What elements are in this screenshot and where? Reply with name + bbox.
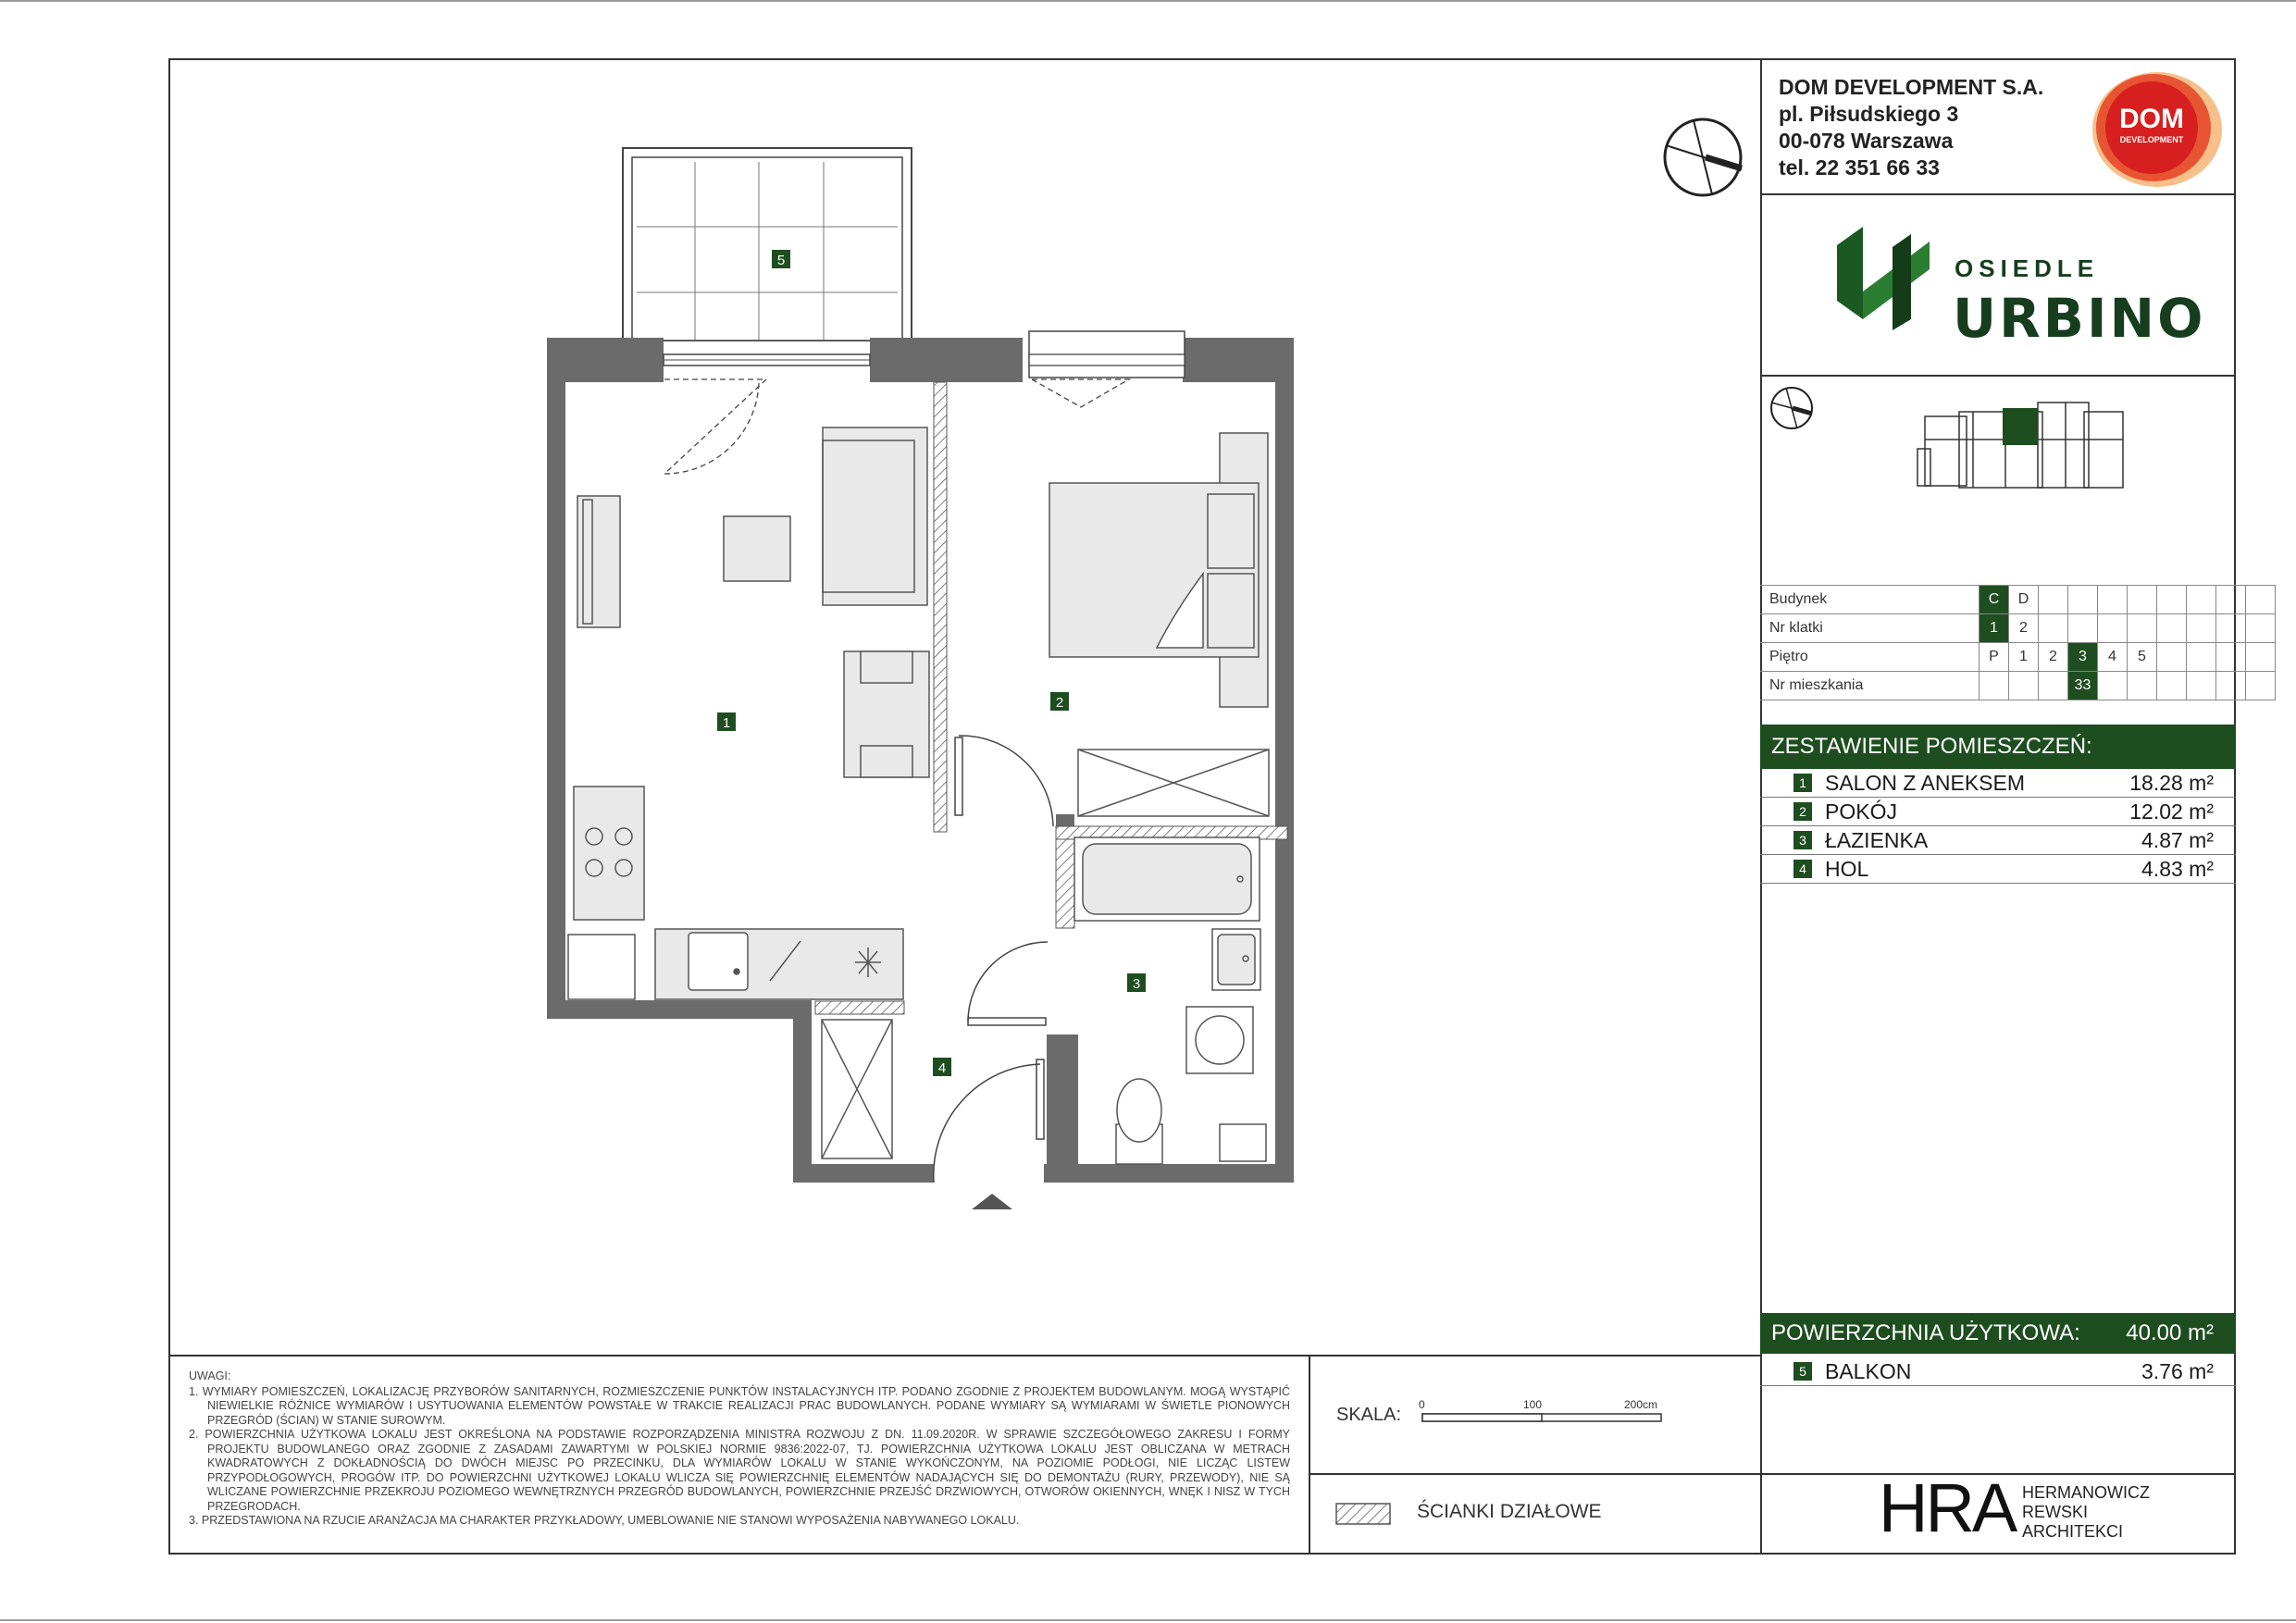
architect-line3: ARCHITEKCI (2022, 1522, 2124, 1541)
scale-tick-100: 100 (1523, 1398, 1543, 1411)
location-cell (2157, 586, 2187, 614)
label-room-2: 2 (1055, 695, 1064, 711)
partition-legend-label: ŚCIANKI DZIAŁOWE (1417, 1501, 1602, 1522)
location-row-label: Nr mieszkania (1760, 672, 1980, 700)
location-cell (2216, 643, 2246, 672)
location-cell (2068, 586, 2098, 614)
location-cell (2216, 586, 2246, 614)
location-cell (2098, 672, 2128, 700)
divider (168, 1355, 1762, 1357)
key-plan (1760, 375, 2236, 556)
room-num: 2 (1793, 802, 1812, 821)
room-num: 3 (1793, 831, 1812, 849)
living-furniture (568, 427, 929, 999)
room-row (1760, 855, 2236, 884)
room-name: ŁAZIENKA (1825, 828, 1929, 852)
room-row (1760, 798, 2236, 826)
location-row-label: Budynek (1760, 586, 1980, 614)
room-area: 18.28 m² (2129, 771, 2214, 795)
total-label: POWIERZCHNIA UŻYTKOWA: (1771, 1320, 2080, 1345)
project-word: OSIEDLE (1955, 254, 2100, 282)
architect-name (2022, 1483, 2150, 1542)
urbino-logo-icon (1837, 227, 1930, 342)
location-cell: 3 (2068, 643, 2098, 672)
north-arrow-icon (1665, 119, 1742, 195)
location-cell (2187, 672, 2216, 700)
room-row (1760, 826, 2236, 855)
rooms-title: ZESTAWIENIE POMIESZCZEŃ: (1760, 725, 2236, 769)
location-cell (2157, 672, 2187, 700)
location-cell (2187, 586, 2216, 614)
north-arrow-small-icon (1771, 388, 1812, 428)
company-name: DOM DEVELOPMENT S.A. (1779, 75, 2044, 99)
svg-text:DEVELOPMENT: DEVELOPMENT (2119, 135, 2184, 144)
window-bedroom (1029, 331, 1185, 407)
room-name: POKÓJ (1825, 799, 1897, 824)
room-num: 1 (1793, 774, 1812, 792)
balcony-name: BALKON (1825, 1359, 1912, 1383)
location-cell: C (1980, 586, 2009, 614)
total-value: 40.00 m² (2126, 1320, 2214, 1345)
location-cell (2216, 672, 2246, 700)
room-num: 4 (1793, 860, 1812, 878)
divider (1760, 193, 2236, 195)
label-room-3: 3 (1132, 976, 1141, 992)
location-row (1760, 614, 2276, 643)
balcony-row (1760, 1357, 2236, 1386)
scale-tick-0: 0 (1419, 1398, 1425, 1411)
location-cell (2098, 614, 2128, 643)
note-2: 2. POWIERZCHNIA UŻYTKOWA LOKALU JEST OKREŚLONA NA PODSTAWIE ROZPORZĄDZENIA MINISTRA ROZWOJU Z DN. 11.09.2020R. W SPRAWIE SZCZEGÓŁOWEGO ZAKRESU I FORMY PROJEKTU BUDOWLANEGO ORAZ ZGODNIE Z ZASADAMI ZAWARTYMI W POLSKIEJ NORMIE 9836:2022-07, TJ. POWIERZCHNIA UŻYTKOWA LOKALU JEST OBLICZANA W METRACH KWADRATOWYCH Z DOKŁADNOŚCIĄ DO DWÓCH MIEJSC PO PRZECINKU, DLA WYMIARÓW LOKALU W STANIE WYKOŃCZONYM, NA POZIOMIE PODŁOGI, NIE LICZĄC LISTEW PRZYPODŁOGOWYCH, PROGÓW ITP. DO POWIERZCHNI UŻYTKOWEJ LOKALU WLICZA SIĘ POWIERZCHNIĘ ELEMENTÓW NADAJĄCYCH SIĘ DO DEMONTAŻU (RURY, PRZEWODY), NIE SĄ WLICZANE POWIERZCHNIE PRZEKROJU POZIOMEGO WEWNĘTRZNYCH PRZEGRÓD BUDOWLANYCH, POWIERZCHNIE PRZEJŚĆ DRZWIOWYCH, OTWORÓW OKIENNYCH, WNĘK I NISZ W TYCH PRZEGRODACH. (189, 1428, 1290, 1513)
location-cell (2068, 614, 2098, 643)
location-cell (2187, 643, 2216, 672)
location-cell (2039, 614, 2068, 643)
location-row-label: Nr klatki (1760, 614, 1980, 643)
dom-development-logo (2087, 67, 2226, 192)
entrance-arrow-icon (972, 1194, 1012, 1209)
architect-logo: HRA (1879, 1469, 2016, 1546)
divider (1309, 1473, 1762, 1475)
label-room-1: 1 (722, 715, 731, 731)
location-cell: 1 (2009, 643, 2039, 672)
company-address1: pl. Piłsudskiego 3 (1779, 102, 1959, 126)
location-row (1760, 643, 2276, 672)
location-row-label: Piętro (1760, 643, 1980, 672)
location-row (1760, 586, 2276, 614)
location-cell: 4 (2098, 643, 2128, 672)
scale-tick-200: 200cm (1624, 1398, 1658, 1411)
company-address2: 00-078 Warszawa (1779, 129, 1954, 153)
location-cell (2157, 614, 2187, 643)
location-cell (2128, 614, 2157, 643)
location-cell (1980, 672, 2009, 700)
room-row (1760, 769, 2236, 798)
room-name: SALON Z ANEKSEM (1825, 771, 2026, 795)
room-area: 4.83 m² (2141, 857, 2214, 881)
balcony-area: 3.76 m² (2141, 1359, 2214, 1383)
balcony-num: 5 (1793, 1362, 1812, 1381)
notes (189, 1369, 1290, 1529)
label-room-4: 4 (937, 1060, 947, 1076)
location-cell: 2 (2039, 643, 2068, 672)
architect-line2: REWSKI (2022, 1503, 2089, 1521)
location-table (1760, 585, 2276, 700)
project-name: URBINO (1953, 287, 2206, 350)
notes-heading: UWAGI: (189, 1369, 231, 1382)
location-cell (2009, 672, 2039, 700)
location-cell: 1 (1980, 614, 2009, 643)
location-cell (2246, 672, 2276, 700)
location-cell: 2 (2009, 614, 2039, 643)
bedroom-furniture (1049, 433, 1269, 816)
location-cell (2157, 643, 2187, 672)
location-cell: 5 (2128, 643, 2157, 672)
location-cell (2128, 672, 2157, 700)
company-phone: tel. 22 351 66 33 (1779, 155, 1940, 180)
room-name: HOL (1825, 857, 1869, 881)
note-3: 3. PRZEDSTAWIONA NA RZUCIE ARANŻACJA MA CHARAKTER PRZYKŁADOWY, UMEBLOWANIE NIE STANOWI WYPOSAŻENIA NABYWANEGO LOKALU. (189, 1514, 1020, 1527)
location-cell (2128, 586, 2157, 614)
balcony (623, 148, 912, 341)
usable-area-total (1760, 1313, 2236, 1354)
room-area: 12.02 m² (2129, 799, 2214, 824)
svg-text:DOM: DOM (2119, 104, 2184, 134)
company-info (1779, 74, 2043, 181)
doors (934, 736, 1053, 1183)
location-cell (2246, 614, 2276, 643)
bottom-rule (0, 1619, 2296, 1621)
divider (1309, 1355, 1310, 1555)
location-cell (2187, 614, 2216, 643)
label-room-5: 5 (776, 253, 786, 268)
location-cell (2039, 672, 2068, 700)
room-area: 4.87 m² (2141, 828, 2214, 852)
location-row (1760, 672, 2276, 700)
location-cell: 33 (2068, 672, 2098, 700)
scale-bar (1421, 1413, 1664, 1428)
location-cell (2216, 614, 2246, 643)
architect-line1: HERMANOWICZ (2022, 1483, 2150, 1502)
partition-legend-icon (1335, 1503, 1393, 1527)
location-cell (2246, 586, 2276, 614)
location-cell (2246, 643, 2276, 672)
location-cell (2098, 586, 2128, 614)
scale-label: SKALA: (1336, 1405, 1402, 1425)
location-cell: P (1980, 643, 2009, 672)
location-cell (2039, 586, 2068, 614)
note-1: 1. WYMIARY POMIESZCZEŃ, LOKALIZACJĘ PRZYBORÓW SANITARNYCH, ROZMIESZCZENIE PUNKTÓW INSTALACYJNYCH ITP. PODANO ZGODNIE Z PROJEKTEM BUDOWLANYM. MOGĄ WYSTĄPIĆ NIEWIELKIE RÓŻNICE WYMIARÓW I USYTUOWANIA ELEMENTÓW POWSTAŁE W TRAKCIE REALIZACJI PRAC BUDOWLANYCH. PODANE WYMIARY SĄ WYMIARAMI W ŚWIETLE PIONOWYCH PRZEGRÓD (ŚCIAN) W STANIE SUROWYM. (189, 1384, 1290, 1427)
location-cell: D (2009, 586, 2039, 614)
